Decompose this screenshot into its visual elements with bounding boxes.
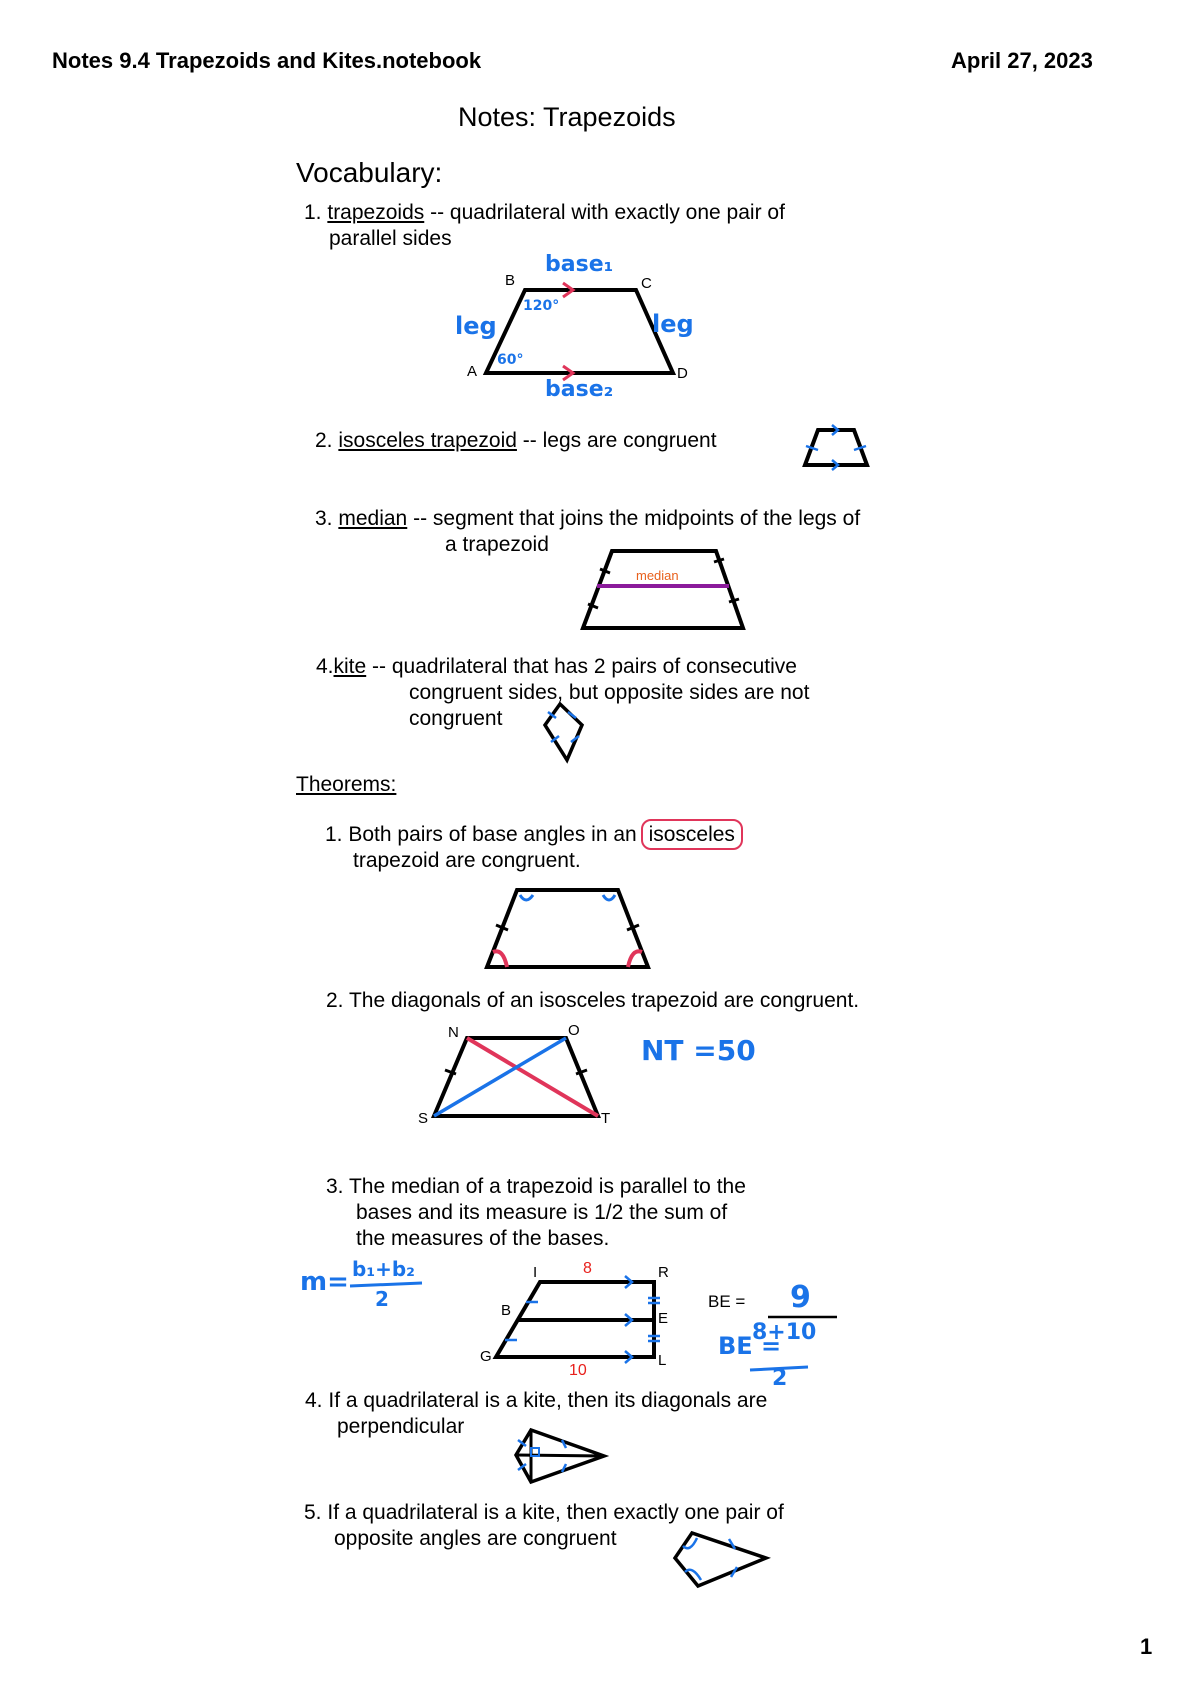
median-formula-lhs: m= bbox=[300, 1267, 349, 1297]
angle-a-label: 60° bbox=[497, 352, 524, 368]
theorem-3-cont: the measures of the bases. bbox=[356, 1227, 610, 1250]
median-formula-denominator: 2 bbox=[375, 1287, 389, 1311]
vocab-number: 1. bbox=[304, 201, 322, 224]
be-answer: 9 bbox=[790, 1280, 811, 1315]
vocabulary-heading: Vocabulary: bbox=[296, 157, 443, 188]
theorem-5-cont: opposite angles are congruent bbox=[334, 1527, 617, 1550]
vocab-definition: legs are congruent bbox=[542, 429, 717, 452]
vertex-c: C bbox=[641, 275, 652, 292]
vocab-term: kite bbox=[333, 655, 367, 678]
vertex-o: O bbox=[568, 1022, 580, 1039]
highlighted-word: isosceles bbox=[643, 821, 741, 848]
be-work-denominator: 2 bbox=[772, 1366, 788, 1391]
page-number: 1 bbox=[1140, 1634, 1153, 1659]
bottom-base-length: 10 bbox=[569, 1362, 587, 1379]
theorem-number: 5. bbox=[304, 1501, 322, 1524]
median-label: median bbox=[636, 568, 679, 583]
vertex-s: S bbox=[418, 1110, 429, 1127]
vocab-definition-cont: a trapezoid bbox=[445, 533, 549, 556]
base1-label: base₁ bbox=[545, 252, 614, 277]
theorem-number: 1. bbox=[325, 823, 343, 846]
theorem-text: The median of a trapezoid is parallel to the bbox=[348, 1175, 746, 1198]
theorem-text: If a quadrilateral is a kite, then exactly one pair of bbox=[327, 1501, 784, 1524]
vocab-number: 2. bbox=[315, 429, 333, 452]
theorem-number: 2. bbox=[326, 989, 344, 1012]
theorem-text: Both pairs of base angles in an bbox=[348, 823, 643, 846]
vocab-number: 3. bbox=[315, 507, 333, 530]
vocab-definition-cont: parallel sides bbox=[329, 227, 452, 250]
theorem-number: 3. bbox=[326, 1175, 344, 1198]
vertex-b: B bbox=[505, 272, 516, 289]
be-label: BE = bbox=[708, 1292, 746, 1311]
page-title: Notes: Trapezoids bbox=[458, 102, 676, 132]
vocab-term: isosceles trapezoid bbox=[338, 429, 517, 452]
vocab-definition-cont: congruent sides, but opposite sides are not bbox=[409, 681, 810, 704]
top-base-length: 8 bbox=[583, 1260, 592, 1277]
be-work-numerator: 8+10 bbox=[752, 1320, 817, 1345]
vertex-i: I bbox=[533, 1264, 538, 1281]
vertex-e: E bbox=[658, 1310, 669, 1327]
theorem-text: The diagonals of an isosceles trapezoid are congruent. bbox=[348, 989, 860, 1012]
header-date: April 27, 2023 bbox=[951, 48, 1093, 73]
theorems-heading: Theorems: bbox=[296, 773, 397, 796]
vertex-a: A bbox=[467, 363, 478, 380]
vertex-r: R bbox=[658, 1264, 669, 1281]
vocab-term: median bbox=[338, 507, 408, 530]
angle-b-label: 120° bbox=[523, 298, 560, 314]
vertex-n: N bbox=[448, 1024, 459, 1041]
theorem-text: If a quadrilateral is a kite, then its diagonals are bbox=[328, 1389, 768, 1412]
vocab-definition: segment that joins the midpoints of the legs of bbox=[432, 507, 861, 530]
vocab-separator: -- bbox=[424, 201, 450, 224]
leg-left-label: leg bbox=[455, 312, 497, 340]
vocab-number: 4. bbox=[316, 655, 334, 678]
vocab-definition: quadrilateral that has 2 pairs of consecutive bbox=[391, 655, 797, 678]
vertex-l: L bbox=[658, 1352, 667, 1369]
vertex-g: G bbox=[480, 1348, 492, 1365]
theorem-number: 4. bbox=[305, 1389, 323, 1412]
vocab-separator: -- bbox=[407, 507, 433, 530]
theorem-1-cont: trapezoid are congruent. bbox=[353, 849, 581, 872]
base2-label: base₂ bbox=[545, 377, 614, 402]
vocab-definition-cont: congruent bbox=[409, 707, 503, 730]
leg-right-label: leg bbox=[652, 310, 694, 338]
theorem-3-cont: bases and its measure is 1/2 the sum of bbox=[356, 1201, 728, 1224]
vocab-term: trapezoids bbox=[327, 201, 425, 224]
vertex-t: T bbox=[601, 1110, 611, 1127]
nt-measurement-note: NT =50 bbox=[641, 1034, 756, 1067]
vertex-b: B bbox=[501, 1302, 512, 1319]
vertex-d: D bbox=[677, 365, 688, 382]
be-work-lhs: BE = bbox=[718, 1332, 782, 1360]
vocab-separator: -- bbox=[366, 655, 392, 678]
vocab-separator: -- bbox=[516, 429, 543, 452]
vocab-definition: quadrilateral with exactly one pair of bbox=[449, 201, 785, 224]
notebook-title: Notes 9.4 Trapezoids and Kites.notebook bbox=[52, 48, 482, 73]
theorem-4-cont: perpendicular bbox=[337, 1415, 465, 1438]
median-formula-numerator: b₁+b₂ bbox=[352, 1257, 415, 1281]
